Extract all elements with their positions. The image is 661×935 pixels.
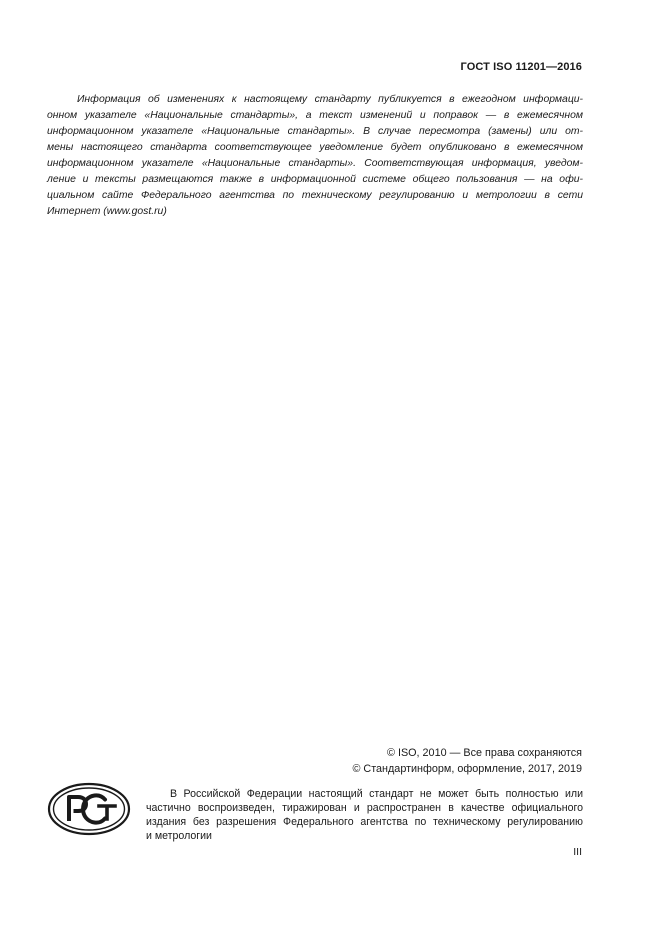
info-notice-line: мены настоящего стандарта соответствующее уведомление будет опубликовано в ежемесячном [47, 142, 583, 153]
page-number: III [573, 846, 582, 858]
info-notice-line: циальном сайте Федерального агентства по техническому регулированию и метрологии в сети [47, 190, 583, 201]
info-notice-line: Интернет (www.gost.ru) [47, 206, 167, 217]
info-notice-line: Информация об изменениях к настоящему стандарту публикуется в ежегодном информаци- [77, 94, 583, 105]
legal-notice-line: издания без разрешения Федерального агентства по техническому регулированию [146, 816, 583, 828]
legal-notice-line: и метрологии [146, 830, 212, 842]
info-notice [47, 92, 583, 220]
standartinform-copyright: © Стандартинформ, оформление, 2017, 2019 [352, 763, 582, 775]
info-notice-line: ление и тексты размещаются также в информационной системе общего пользования — на офи- [47, 174, 583, 185]
rst-certification-mark-icon [47, 782, 131, 836]
info-notice-line: информационном указателе «Национальные стандарты». В случае пересмотра (замены) или от- [47, 126, 583, 137]
legal-notice [146, 787, 583, 843]
page-header-standard-code: ГОСТ ISO 11201—2016 [460, 61, 582, 73]
copyright-block [352, 745, 582, 777]
legal-notice-line: В Российской Федерации настоящий стандарт не может быть полностью или [170, 788, 583, 800]
info-notice-line: онном указателе «Национальные стандарты», а текст изменений и поправок — в ежемесячном [47, 110, 583, 121]
legal-notice-line: частично воспроизведен, тиражирован и распространен в качестве официального [146, 802, 583, 814]
info-notice-line: информационном указателе «Национальные стандарты». Соответствующая информация, уведом- [47, 158, 583, 169]
iso-copyright: © ISO, 2010 — Все права сохраняются [387, 747, 582, 759]
